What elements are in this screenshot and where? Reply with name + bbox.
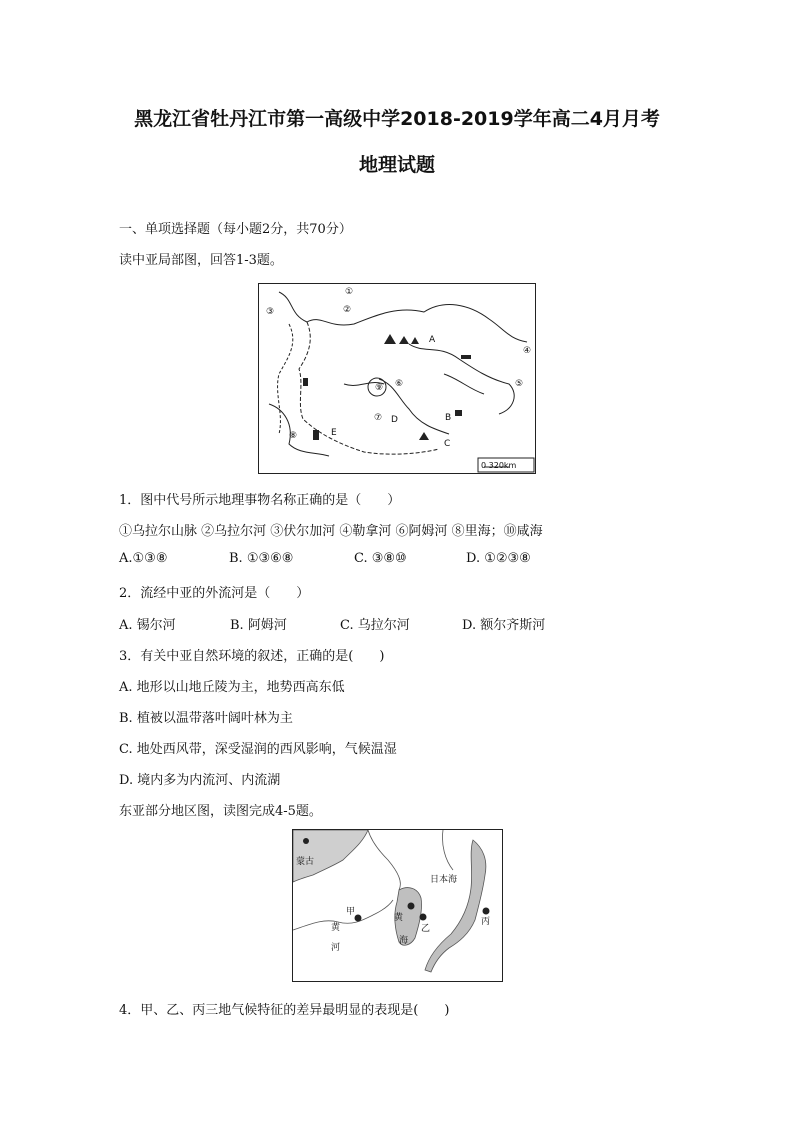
section-intro: 读中亚局部图，回答1-3题。	[119, 253, 283, 268]
map1-label-6: ⑥	[395, 379, 404, 389]
map1-scale: 0 320km	[481, 461, 517, 470]
central-asia-map-drawing	[259, 284, 535, 473]
map1-label-5: ⑤	[515, 379, 524, 389]
point-yi	[420, 914, 427, 921]
eastern-border	[409, 344, 514, 414]
china-coast	[293, 900, 393, 930]
map2-label-yi: 乙	[421, 924, 431, 934]
map2-label-sea-of-japan: 日本海	[430, 875, 458, 885]
map2-label-yellow-sea-1: 黄	[394, 913, 404, 923]
page-title: 黑龙江省牡丹江市第一高级中学2018-2019学年高二4月月考	[134, 108, 660, 130]
oil-symbol-4	[303, 378, 308, 386]
q3-stem: 3．有关中亚自然环境的叙述，正确的是( )	[119, 649, 385, 664]
q3-option-c: C. 地处西风带，深受湿润的西风影响，气候温湿	[119, 742, 397, 757]
q1-option-d: D. ①②③⑧	[466, 551, 531, 566]
oil-symbol-1	[461, 355, 471, 359]
western-border	[278, 324, 293, 434]
map1-label-4: ④	[523, 346, 532, 356]
map1-label-A: A	[429, 335, 436, 345]
map1-label-8: ⑧	[289, 431, 298, 441]
inner-border	[299, 322, 439, 454]
q1-stem: 1．图中代号所示地理事物名称正确的是（ ）	[119, 493, 401, 508]
map2-label-jia: 甲	[346, 907, 356, 917]
east-asia-map	[292, 829, 503, 982]
section2-intro: 东亚部分地区图，读图完成4-5题。	[119, 804, 322, 819]
map1-label-7: ⑦	[374, 413, 383, 423]
mongolia-region	[293, 830, 368, 882]
q3-option-b: B. 植被以温带落叶阔叶林为主	[119, 711, 293, 726]
japan-islands	[425, 840, 486, 972]
q2-option-d: D. 额尔齐斯河	[462, 618, 546, 633]
map2-label-yellow-river-2: 河	[331, 943, 341, 953]
section-heading: 一、单项选择题（每小题2分，共70分）	[119, 222, 352, 237]
q2-option-c: C. 乌拉尔河	[340, 618, 410, 633]
map1-label-1: ①	[345, 287, 354, 297]
point-bing	[483, 908, 490, 915]
q1-option-a: A.①③⑧	[119, 551, 168, 566]
q2-option-b: B. 阿姆河	[230, 618, 287, 633]
q1-option-c: C. ③⑧⑩	[354, 551, 407, 566]
lake-outline	[444, 374, 484, 394]
map2-label-bing: 丙	[481, 917, 491, 927]
q2-stem: 2．流经中亚的外流河是（ ）	[119, 586, 310, 601]
oil-symbol-2	[455, 410, 462, 416]
point-jia	[355, 915, 362, 922]
q1-items: ①乌拉尔山脉 ②乌拉尔河 ③伏尔加河 ④勒拿河 ⑥阿姆河 ⑧里海；⑩咸海	[119, 524, 543, 539]
point-yi-north	[408, 903, 415, 910]
map2-label-mongolia: 蒙古	[296, 857, 315, 867]
map1-label-B: B	[445, 413, 452, 423]
q1-option-b: B. ①③⑥⑧	[229, 551, 294, 566]
page-subtitle: 地理试题	[358, 154, 435, 176]
central-asia-map	[258, 283, 536, 474]
map2-label-yellow-sea-2: 海	[399, 936, 409, 946]
map1-label-9: ⑨	[375, 383, 384, 393]
q3-option-d: D. 境内多为内流河、内流湖	[119, 773, 281, 788]
map1-label-D: D	[391, 415, 398, 425]
map1-label-2: ②	[343, 305, 352, 315]
russia-coast	[442, 830, 453, 870]
map1-label-C: C	[444, 439, 451, 449]
caspian-coast	[269, 404, 329, 456]
q3-option-a: A. 地形以山地丘陵为主，地势西高东低	[119, 680, 345, 695]
map1-label-E: E	[331, 428, 337, 438]
q2-option-a: A. 锡尔河	[119, 618, 176, 633]
northeast-border	[368, 830, 400, 890]
map2-label-yellow-river-1: 黄	[331, 923, 341, 933]
river-line	[379, 379, 452, 434]
q4-stem: 4．甲、乙、丙三地气候特征的差异最明显的表现是( )	[119, 1003, 450, 1018]
northern-border	[279, 292, 527, 342]
east-asia-map-drawing	[293, 830, 502, 981]
mountain-symbols	[384, 334, 419, 344]
oil-symbol-3	[313, 430, 319, 440]
map1-label-3: ③	[266, 307, 275, 317]
mountain-symbol-south	[419, 432, 429, 440]
mongolia-dot	[303, 838, 309, 844]
